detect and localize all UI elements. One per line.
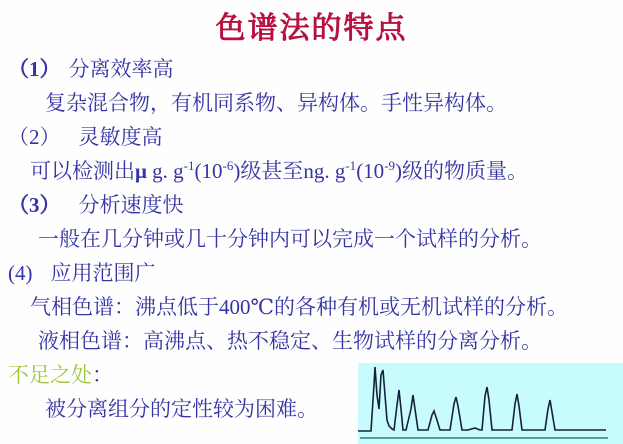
feature-2-label: 灵敏度高 — [78, 125, 163, 149]
drawback-detail: 被分离组分的定性较为困难。 — [45, 397, 318, 421]
feature-3-label: 分析速度快 — [78, 193, 184, 217]
feature-1-detail: 复杂混合物，有机同系物、异构体。手性异构体。 — [45, 91, 507, 115]
feature-4-detail-gas: 气相色谱：沸点低于400℃的各种有机或无机试样的分析。 — [30, 295, 568, 319]
drawback-colon: ： — [92, 363, 113, 387]
feature-3-detail: 一般在几分钟或几十分钟内可以完成一个试样的分析。 — [38, 227, 542, 251]
feature-1-label: 分离效率高 — [68, 57, 174, 81]
feature-4-heading — [0, 256, 623, 290]
detail-2-text: )级的物质量。 — [395, 159, 529, 183]
page-title: 色谱法的特点 — [215, 12, 408, 45]
exponent: -1 — [345, 158, 357, 173]
chromatogram-figure — [358, 363, 623, 444]
feature-4-label: 应用范围广 — [50, 261, 156, 285]
exponent: -9 — [384, 158, 396, 173]
mu-symbol: μ — [135, 159, 147, 183]
feature-4-detail-liquid: 液相色谱：高沸点、热不稳定、生物试样的分离分析。 — [38, 329, 542, 353]
exponent: -6 — [222, 158, 234, 173]
feature-1-number: （1） — [8, 57, 61, 81]
exponent: -1 — [183, 158, 195, 173]
detail-2-text: )级甚至ng. g — [233, 159, 346, 183]
detail-2-text: (10 — [356, 159, 385, 183]
feature-2-detail — [0, 154, 623, 188]
chromatogram-plot — [358, 363, 623, 444]
feature-3-number: （3） — [8, 193, 61, 217]
chromatogram-trace — [358, 367, 606, 431]
feature-4-number: (4) — [8, 261, 33, 285]
feature-2-heading — [0, 120, 623, 154]
detail-2-text: (10 — [194, 159, 223, 183]
feature-3-heading — [0, 188, 623, 222]
drawback-label: 不足之处 — [8, 363, 92, 387]
feature-1-heading — [0, 52, 623, 86]
detail-2-text: g. g — [146, 159, 184, 183]
detail-2-text: 可以检测出 — [30, 159, 135, 183]
feature-2-number: （2） — [8, 125, 61, 149]
